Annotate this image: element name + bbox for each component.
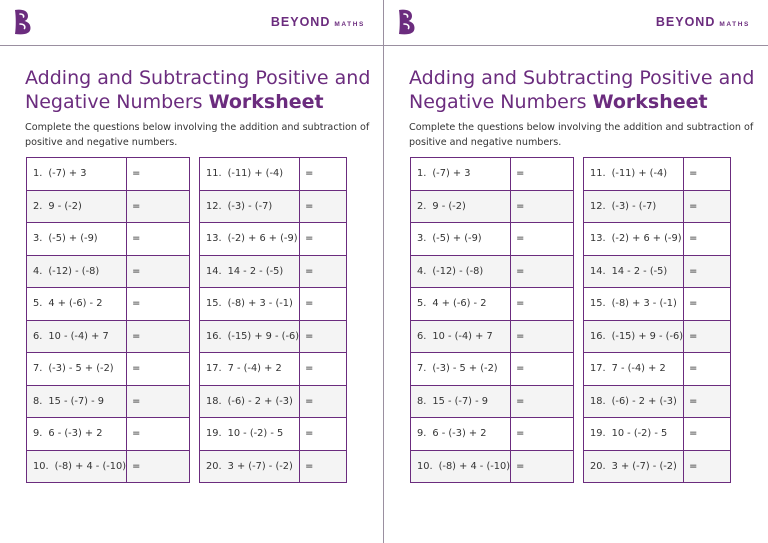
question-cell [411, 190, 511, 223]
question-number: 5. [417, 298, 427, 310]
question-row [27, 353, 190, 386]
question-number: 16. [206, 330, 222, 342]
answer-cell[interactable]: = [511, 418, 574, 451]
answer-cell[interactable]: = [300, 418, 347, 451]
question-row [27, 288, 190, 321]
question-number: 15. [206, 298, 222, 310]
question-row [411, 353, 574, 386]
question-number: 12. [590, 200, 606, 212]
question-number: 9. [33, 428, 43, 440]
question-expression: 7 - (-4) + 2 [227, 363, 282, 375]
answer-cell[interactable]: = [684, 353, 731, 386]
question-expression: 7 - (-4) + 2 [611, 363, 666, 375]
question-expression: 6 - (-3) + 2 [48, 428, 103, 440]
answer-cell[interactable]: = [511, 385, 574, 418]
question-row [27, 385, 190, 418]
question-number: 6. [417, 330, 427, 342]
question-expression: (-3) - 5 + (-2) [432, 363, 498, 375]
answer-cell[interactable]: = [511, 288, 574, 321]
question-row [200, 158, 347, 191]
question-cell [27, 418, 127, 451]
answer-cell[interactable]: = [127, 223, 190, 256]
brand-name: BEYOND [655, 15, 716, 29]
question-expression: 15 - (-7) - 9 [48, 395, 104, 407]
question-row [27, 158, 190, 191]
answer-cell[interactable]: = [300, 223, 347, 256]
question-cell [200, 418, 300, 451]
question-expression: (-11) + (-4) [611, 168, 668, 180]
answer-cell[interactable]: = [300, 190, 347, 223]
question-expression: (-8) + 4 - (-10) [438, 460, 511, 472]
question-cell [27, 190, 127, 223]
question-cell [411, 255, 511, 288]
question-number: 2. [33, 200, 43, 212]
question-cell [411, 158, 511, 191]
answer-cell[interactable]: = [684, 255, 731, 288]
answer-cell[interactable]: = [511, 158, 574, 191]
question-number: 18. [590, 395, 606, 407]
question-cell [200, 288, 300, 321]
answer-cell[interactable]: = [300, 385, 347, 418]
question-number: 12. [206, 200, 222, 212]
question-number: 15. [590, 298, 606, 310]
answer-cell[interactable]: = [684, 450, 731, 483]
answer-cell[interactable]: = [300, 255, 347, 288]
question-expression: (-3) - 5 + (-2) [48, 363, 114, 375]
question-number: 1. [417, 168, 427, 180]
question-number: 20. [590, 460, 606, 472]
question-cell [584, 418, 684, 451]
question-expression: (-6) - 2 + (-3) [611, 395, 677, 407]
question-expression: (-12) - (-8) [48, 265, 100, 277]
question-cell [584, 158, 684, 191]
question-expression: 9 - (-2) [48, 200, 82, 212]
question-expression: 10 - (-2) - 5 [227, 428, 284, 440]
question-cell [584, 320, 684, 353]
question-row [411, 223, 574, 256]
beyond-b-logo-icon [12, 8, 34, 36]
question-expression: (-7) + 3 [432, 168, 471, 180]
question-expression: (-5) + (-9) [432, 233, 482, 245]
question-cell [411, 320, 511, 353]
answer-cell[interactable]: = [511, 353, 574, 386]
question-row [27, 255, 190, 288]
question-cell [584, 255, 684, 288]
question-number: 18. [206, 395, 222, 407]
question-cell [27, 223, 127, 256]
question-cell [27, 255, 127, 288]
question-expression: 14 - 2 - (-5) [227, 265, 284, 277]
question-expression: 4 + (-6) - 2 [432, 298, 487, 310]
question-row [200, 353, 347, 386]
question-number: 11. [206, 168, 222, 180]
worksheet-title-main: Adding and Subtracting Positive and Negative Numbers [409, 67, 755, 113]
question-cell [584, 450, 684, 483]
question-row [27, 320, 190, 353]
question-cell [200, 385, 300, 418]
question-expression: (-8) + 3 - (-1) [227, 298, 293, 310]
answer-cell[interactable]: = [127, 190, 190, 223]
brand-suffix: MATHS [719, 21, 750, 28]
question-expression: (-12) - (-8) [432, 265, 484, 277]
answer-cell[interactable]: = [127, 450, 190, 483]
answer-cell[interactable]: = [127, 418, 190, 451]
question-number: 7. [417, 363, 427, 375]
question-expression: 10 - (-4) + 7 [432, 330, 493, 342]
question-row [411, 158, 574, 191]
question-row [411, 320, 574, 353]
question-row [27, 223, 190, 256]
question-row [584, 385, 731, 418]
question-row [411, 450, 574, 483]
question-cell [411, 418, 511, 451]
question-number: 17. [206, 363, 222, 375]
question-cell [27, 385, 127, 418]
answer-cell[interactable]: = [127, 288, 190, 321]
question-row [200, 223, 347, 256]
question-cell [200, 223, 300, 256]
question-number: 17. [590, 363, 606, 375]
questions-table-1 [410, 157, 574, 483]
brand-wordmark [656, 15, 750, 29]
question-row [200, 320, 347, 353]
question-expression: (-7) + 3 [48, 168, 87, 180]
question-row [584, 353, 731, 386]
beyond-b-logo-icon [396, 8, 418, 36]
question-number: 3. [417, 233, 427, 245]
question-number: 10. [417, 460, 433, 472]
question-number: 19. [206, 428, 222, 440]
question-number: 8. [33, 395, 43, 407]
question-row [27, 450, 190, 483]
question-row [200, 450, 347, 483]
question-number: 20. [206, 460, 222, 472]
question-row [411, 385, 574, 418]
answer-cell[interactable]: = [684, 158, 731, 191]
question-number: 2. [417, 200, 427, 212]
question-number: 16. [590, 330, 606, 342]
question-number: 4. [417, 265, 427, 277]
answer-cell[interactable]: = [127, 255, 190, 288]
answer-cell[interactable]: = [300, 450, 347, 483]
question-expression: (-8) + 3 - (-1) [611, 298, 677, 310]
question-number: 1. [33, 168, 43, 180]
page-header [384, 0, 768, 46]
question-expression: 14 - 2 - (-5) [611, 265, 668, 277]
question-expression: (-3) - (-7) [227, 200, 273, 212]
question-cell [200, 190, 300, 223]
question-row [584, 223, 731, 256]
question-expression: 9 - (-2) [432, 200, 466, 212]
worksheet-instructions: Complete the questions below involving the addition and subtraction of positive and negative numbers. [409, 122, 754, 148]
question-expression: (-11) + (-4) [227, 168, 284, 180]
answer-cell[interactable]: = [127, 320, 190, 353]
answer-cell[interactable]: = [511, 223, 574, 256]
question-row [411, 418, 574, 451]
question-expression: (-3) - (-7) [611, 200, 657, 212]
question-number: 13. [206, 233, 222, 245]
answer-cell[interactable]: = [684, 320, 731, 353]
question-number: 13. [590, 233, 606, 245]
questions-table-2 [199, 157, 347, 483]
brand-suffix: MATHS [334, 21, 365, 28]
question-expression: 10 - (-2) - 5 [611, 428, 668, 440]
question-number: 6. [33, 330, 43, 342]
question-row [27, 190, 190, 223]
question-cell [200, 450, 300, 483]
question-number: 4. [33, 265, 43, 277]
page-header [0, 0, 383, 46]
question-row [200, 385, 347, 418]
question-row [411, 190, 574, 223]
question-number: 8. [417, 395, 427, 407]
questions-table-2 [583, 157, 731, 483]
question-row [584, 418, 731, 451]
answer-cell[interactable]: = [684, 190, 731, 223]
answer-cell[interactable]: = [684, 418, 731, 451]
question-cell [411, 353, 511, 386]
answer-cell[interactable]: = [511, 320, 574, 353]
question-cell [584, 223, 684, 256]
question-cell [411, 385, 511, 418]
answer-cell[interactable]: = [684, 288, 731, 321]
question-number: 11. [590, 168, 606, 180]
question-row [27, 418, 190, 451]
question-expression: 3 + (-7) - (-2) [611, 460, 677, 472]
question-row [411, 288, 574, 321]
question-row [200, 190, 347, 223]
question-expression: (-5) + (-9) [48, 233, 98, 245]
question-row [200, 255, 347, 288]
question-number: 10. [33, 460, 49, 472]
question-row [584, 158, 731, 191]
question-cell [200, 353, 300, 386]
answer-cell[interactable]: = [127, 385, 190, 418]
question-row [584, 190, 731, 223]
question-row [411, 255, 574, 288]
question-expression: (-15) + 9 - (-6) [611, 330, 684, 342]
question-row [584, 255, 731, 288]
question-cell [27, 353, 127, 386]
question-expression: (-2) + 6 + (-9) [611, 233, 682, 245]
question-row [200, 288, 347, 321]
question-cell [200, 255, 300, 288]
question-number: 5. [33, 298, 43, 310]
question-cell [411, 450, 511, 483]
answer-cell[interactable]: = [300, 158, 347, 191]
answer-cell[interactable]: = [300, 320, 347, 353]
question-cell [200, 158, 300, 191]
worksheet-title [25, 66, 375, 114]
answer-cell[interactable]: = [127, 158, 190, 191]
question-row [584, 320, 731, 353]
question-expression: 10 - (-4) + 7 [48, 330, 109, 342]
answer-cell[interactable]: = [300, 288, 347, 321]
question-row [584, 450, 731, 483]
worksheet-title-bold: Worksheet [208, 91, 324, 113]
question-cell [411, 223, 511, 256]
question-cell [584, 353, 684, 386]
question-number: 19. [590, 428, 606, 440]
worksheet-instructions: Complete the questions below involving the addition and subtraction of positive and negative numbers. [25, 122, 370, 148]
question-expression: 3 + (-7) - (-2) [227, 460, 293, 472]
question-number: 9. [417, 428, 427, 440]
question-cell [200, 320, 300, 353]
question-number: 14. [206, 265, 222, 277]
question-cell [411, 288, 511, 321]
answer-cell[interactable]: = [511, 450, 574, 483]
worksheet-page-right [384, 0, 768, 543]
answer-cell[interactable]: = [684, 223, 731, 256]
question-row [200, 418, 347, 451]
question-expression: (-8) + 4 - (-10) [54, 460, 127, 472]
question-expression: 15 - (-7) - 9 [432, 395, 488, 407]
question-expression: (-2) + 6 + (-9) [227, 233, 298, 245]
question-cell [27, 288, 127, 321]
answer-cell[interactable]: = [127, 353, 190, 386]
question-cell [584, 385, 684, 418]
question-expression: 4 + (-6) - 2 [48, 298, 103, 310]
question-row [584, 288, 731, 321]
questions-table-1 [26, 157, 190, 483]
brand-wordmark [271, 15, 365, 29]
answer-cell[interactable]: = [300, 353, 347, 386]
answer-cell[interactable]: = [511, 190, 574, 223]
question-expression: (-6) - 2 + (-3) [227, 395, 293, 407]
question-expression: (-15) + 9 - (-6) [227, 330, 300, 342]
question-number: 7. [33, 363, 43, 375]
question-cell [27, 320, 127, 353]
question-expression: 6 - (-3) + 2 [432, 428, 487, 440]
worksheet-title-main: Adding and Subtracting Positive and Negative Numbers [25, 67, 371, 113]
question-cell [27, 158, 127, 191]
question-cell [584, 288, 684, 321]
question-number: 3. [33, 233, 43, 245]
brand-name: BEYOND [270, 15, 331, 29]
question-number: 14. [590, 265, 606, 277]
question-cell [584, 190, 684, 223]
question-cell [27, 450, 127, 483]
worksheet-title [409, 66, 759, 114]
answer-cell[interactable]: = [511, 255, 574, 288]
worksheet-title-bold: Worksheet [592, 91, 708, 113]
answer-cell[interactable]: = [684, 385, 731, 418]
